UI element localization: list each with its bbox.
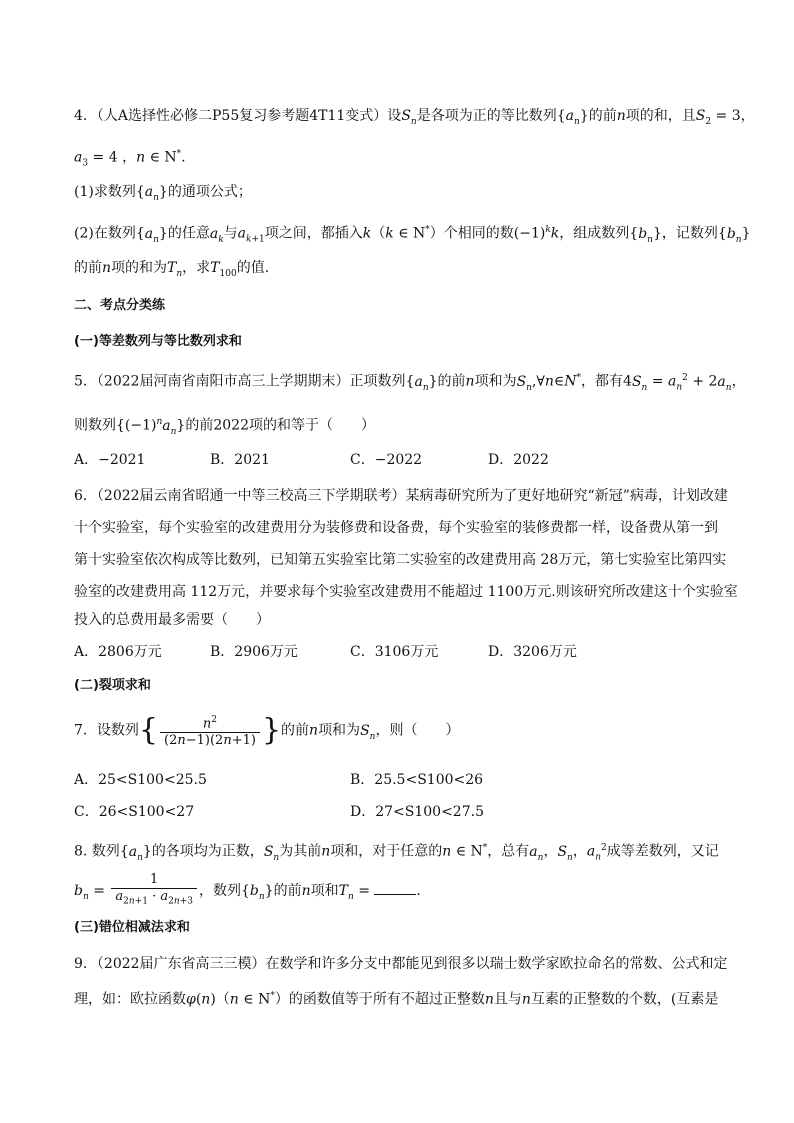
q6-option-a: A．2806万元: [74, 644, 162, 660]
q4-line1: 4．（人A选择性必修二P55复习参考题4T11变式）设$S_n$是各项为正的等比数列$\{a_n\}$的前n项的和，且$S_2 = 3$，: [74, 108, 755, 127]
q4-part3: 的前n项的和为$T_n$，求$T_{100}$的值.: [74, 260, 270, 279]
q4-part2: (2)在数列$\{a_n\}$的任意$a_k$与$a_{k+1}$项之间，都插入k（k ∈ N*）个相同的数$(-1)^kk$，组成数列$\{b_n\}$，记数列$\{b_n\}$: [74, 225, 751, 245]
q7-line1: 7．设数列{ $\frac{n^2}{(2n-1)(2n+1)}$ }的前n项和为$S_n$，则（ ）: [74, 712, 460, 749]
subsection-title: (一)等差数列与等比数列求和: [74, 334, 242, 349]
q6-line4: 验室的改建费用高 112万元，并要求每个实验室改建费用不能超过 1100万元.则该研究所改建这十个实验室: [74, 584, 738, 600]
q5-line1: 5．（2022届河南省南阳市高三上学期期末）正项数列$\{a_n\}$的前n项和为$S_n,\forall n\in N^*$，都有$4S_n = a_n^2 + 2a_n$，: [74, 373, 746, 393]
answer-blank[interactable]: [374, 882, 416, 895]
q6-line3: 第十实验室依次构成等比数列，已知第五实验室比第二实验室的改建费用高 28万元，第七实验室比第四实: [74, 552, 727, 568]
q7-option-c: C．26<S100<27: [74, 804, 195, 820]
q8-line2: $b_n$ = $\frac{1}{a_{2n+1} \cdot a_{2n+3}}$ ，数列$\{b_n\}$的前n项和$T_n$ = .: [74, 872, 421, 914]
q7-fraction: $\frac{n^2}{(2n-1)(2n+1)}$: [160, 712, 260, 749]
q6-option-b: B．2906万元: [210, 644, 298, 660]
subsection-title: (二)裂项求和: [74, 678, 151, 693]
q6-line1: 6．（2022届云南省昭通一中等三校高三下学期联考）某病毒研究所为了更好地研究“新冠”病毒，计划改建: [74, 488, 728, 504]
q5-line2: 则数列$\{(-1)^na_n\}$的前2022项的和等于（ ）: [74, 417, 375, 437]
q7-option-d: D．27<S100<27.5: [350, 804, 484, 820]
subsection-title: (三)错位相减法求和: [74, 920, 190, 935]
q6-line2: 十个实验室，每个实验室的改建费用分为装修费和设备费，每个实验室的装修费都一样，设备费从第一到: [74, 520, 718, 536]
q4-line2: $a_3 = 4$ ，n ∈ N*.: [74, 149, 186, 169]
q5-option-b: B．2021: [210, 452, 270, 468]
q9-line2: 理，如：欧拉函数φ(n)（n ∈ N*）的函数值等于所有不超过正整数n且与n互素的正整数的个数，(互素是: [74, 991, 719, 1008]
q6-option-c: C．3106万元: [350, 644, 439, 660]
q7-option-a: A．25<S100<25.5: [74, 772, 207, 788]
q6-option-d: D．3206万元: [488, 644, 577, 660]
q8-fraction: $\frac{1}{a_{2n+1} \cdot a_{2n+3}}$: [111, 872, 197, 910]
q6-line5: 投入的总费用最多需要（ ）: [74, 612, 270, 628]
q5-option-a: A．−2021: [74, 452, 146, 468]
q5-option-c: C．−2022: [350, 452, 423, 468]
q5-option-d: D．2022: [488, 452, 549, 468]
q8-line1: 8. 数列$\{a_n\}$的各项均为正数，$S_n$为其前n项和，对于任意的n ∈ N*，总有$a_n$，$S_n$，$a_n^2$成等差数列，又记: [74, 843, 719, 863]
q9-line1: 9．（2022届广东省高三三模）在数学和许多分支中都能见到很多以瑞士数学家欧拉命名的常数、公式和定: [74, 956, 728, 972]
section-title: 二、考点分类练: [74, 298, 166, 313]
q4-part1: (1)求数列$\{a_n\}$的通项公式；: [74, 184, 252, 203]
q7-option-b: B．25.5<S100<26: [350, 772, 484, 788]
